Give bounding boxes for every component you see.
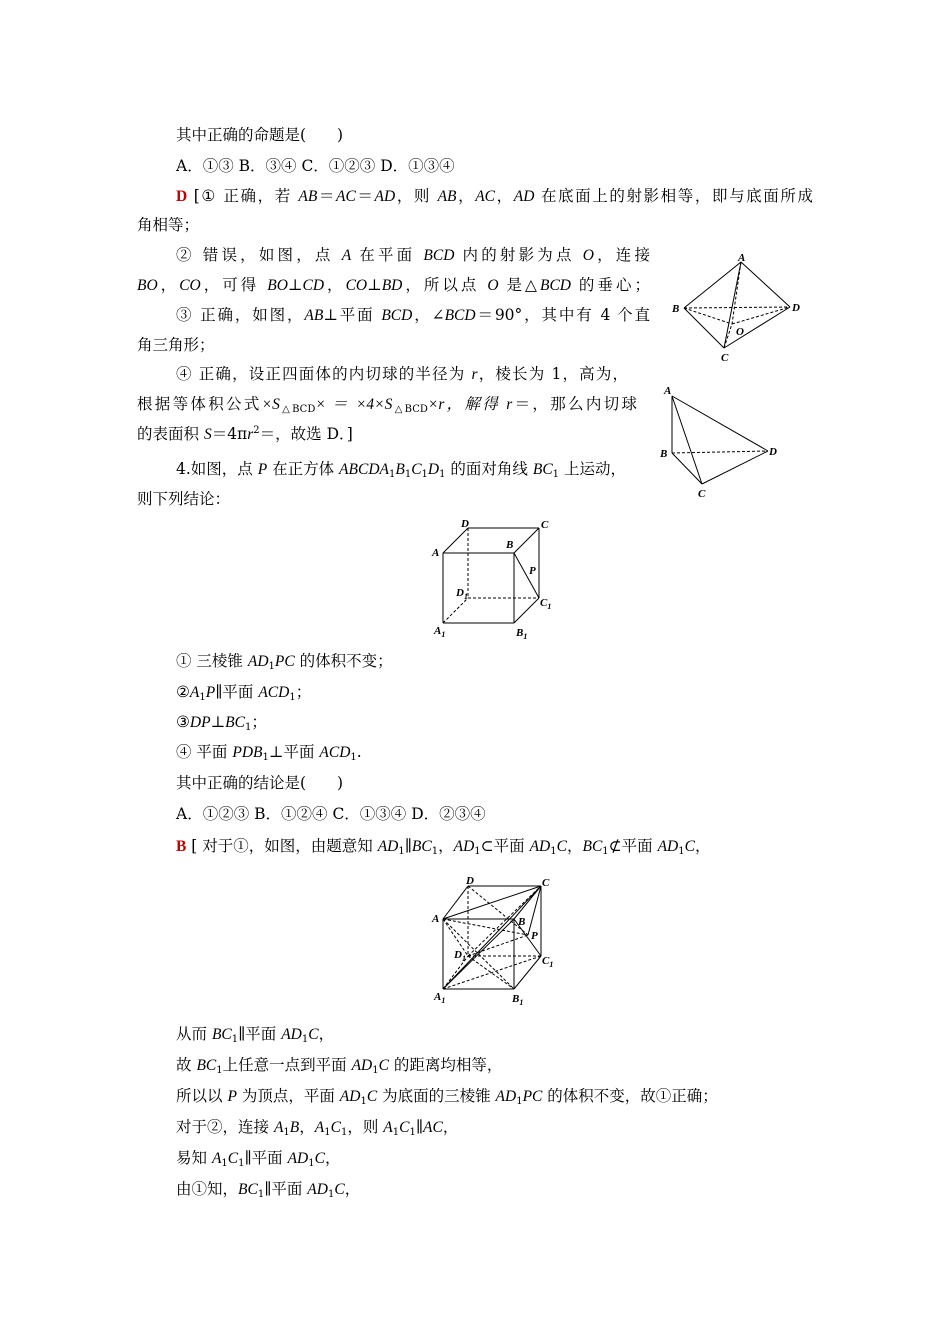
q4-conclusion-1: ① 三棱锥 $AD_1PC$ 的体积不变； bbox=[176, 652, 393, 672]
q4-solution-line-2: 故 $BC_1$上任意一点到平面 $AD_1C$ 的距离均相等， bbox=[176, 1056, 503, 1076]
label-c: C bbox=[541, 519, 549, 531]
label-c: C bbox=[542, 877, 550, 889]
label-a1: $A_1$ bbox=[434, 625, 446, 639]
cube-figure bbox=[428, 516, 558, 641]
edge-bc bbox=[514, 528, 539, 553]
q4-conclusion-3: $③DP\perp BC_1$； bbox=[176, 713, 267, 733]
edge-ab bbox=[684, 262, 741, 308]
label-c1: $C_1$ bbox=[540, 597, 552, 611]
q3-options: A．①③ B．③④ C．①②③ D．①③④ bbox=[176, 157, 455, 175]
q4-conclusion-2: $②A_1P\parallel$平面 $ACD_1$； bbox=[176, 683, 312, 703]
label-a: A bbox=[432, 547, 440, 559]
label-c: C bbox=[721, 352, 729, 364]
label-a1: $A_1$ bbox=[434, 991, 446, 1005]
edge-bc bbox=[684, 308, 724, 348]
label-d: D bbox=[466, 875, 474, 887]
diagonal-ac bbox=[443, 886, 541, 919]
edge-bd bbox=[684, 307, 790, 308]
diagonal-d1c bbox=[468, 886, 541, 956]
label-a: A bbox=[738, 252, 746, 264]
edge-b1c1 bbox=[514, 956, 541, 989]
label-a: A bbox=[432, 913, 440, 925]
edge-b1c1 bbox=[514, 598, 539, 623]
label-b: B bbox=[518, 916, 526, 928]
label-b1: $B_1$ bbox=[516, 627, 528, 641]
edge-ad bbox=[443, 528, 468, 553]
label-o: O bbox=[736, 326, 744, 338]
edge-cd bbox=[702, 451, 768, 484]
edge-od bbox=[732, 307, 790, 324]
label-p: P bbox=[531, 930, 538, 942]
label-d: D bbox=[792, 302, 800, 314]
q3-solution-1-end: 角相等； bbox=[137, 216, 200, 234]
label-d: D bbox=[461, 518, 469, 530]
edge-bd bbox=[672, 451, 768, 453]
label-a: A bbox=[664, 385, 672, 397]
right-tetrahedron-figure bbox=[658, 382, 783, 502]
q3-solution-3: ③ 正确，如图，AB⊥平面 BCD，∠BCD＝90°，其中有 4 个直 bbox=[176, 306, 650, 324]
q4-solution-line-5: 易知 $A_1C_1\parallel$平面 $AD_1C$， bbox=[176, 1149, 341, 1169]
label-b: B bbox=[506, 539, 514, 551]
label-c: C bbox=[698, 488, 706, 500]
q3-solution-4-line3: 的表面积 $S=4\pi r^2=$，故选 D．] bbox=[137, 424, 353, 443]
label-d: D bbox=[769, 446, 777, 458]
q3-solution-3-end: 角三角形； bbox=[137, 336, 215, 354]
q4-conclusion-4: ④ 平面 $PDB_1\perp$平面 $ACD_1$. bbox=[176, 743, 362, 763]
q3-solution-2: ② 错误，如图，点 A 在平面 BCD 内的射影为点 O，连接 bbox=[176, 246, 650, 264]
q3-solution-1: D [① 正确，若 AB＝AC＝AD，则 AB，AC，AD 在底面上的射影相等，即与底面所成 bbox=[176, 187, 813, 205]
label-d1: $D_1$ bbox=[454, 949, 466, 963]
q4-solution-line-1: 从而 $BC_1\parallel$平面 $AD_1C$， bbox=[176, 1025, 335, 1045]
cube-solution-figure bbox=[428, 872, 558, 1007]
q4-answer-letter: B bbox=[176, 838, 187, 855]
q3-solution-4: ④ 正确，设正四面体的内切球的半径为 r，棱长为 1，高为， bbox=[176, 365, 628, 383]
edge-ac bbox=[672, 396, 702, 484]
tetrahedron-figure bbox=[668, 250, 808, 365]
q3-answer-letter: D bbox=[176, 188, 188, 205]
label-c1: $C_1$ bbox=[542, 955, 554, 969]
q4-solution-line-6: 由①知，$BC_1\parallel$平面 $AD_1C$， bbox=[176, 1180, 361, 1200]
edge-bo bbox=[684, 308, 732, 324]
label-p: P bbox=[529, 565, 536, 577]
label-b: B bbox=[672, 303, 680, 315]
edge-bc bbox=[672, 453, 702, 484]
edge-a1d1 bbox=[443, 598, 468, 623]
q4-question-prompt: 其中正确的结论是( ) bbox=[176, 774, 344, 792]
q4-stem-line2: 则下列结论： bbox=[137, 490, 231, 508]
label-b: B bbox=[660, 448, 668, 460]
q3-solution-2-line2: BO，CO，可得 BO⊥CD，CO⊥BD，所以点 O 是△BCD 的垂心； bbox=[137, 276, 650, 294]
q3-question-prompt: 其中正确的命题是( ) bbox=[176, 126, 344, 144]
q4-solution-line-3: 所以以 P 为顶点，平面 $AD_1C$ 为底面的三棱锥 $AD_1PC$ 的体积不变，故①正确； bbox=[176, 1087, 718, 1107]
label-d1: $D_1$ bbox=[456, 587, 468, 601]
q4-solution-1: B [ 对于①，如图，由题意知 $AD_1\parallel BC_1$，$AD_1\subset$平面 $AD_1C$，$BC_1⊄$平面 $AD_1C$， bbox=[176, 837, 711, 857]
label-b1: $B_1$ bbox=[512, 993, 524, 1007]
q4-solution-line-4: 对于②，连接 $A_1B$，$A_1C_1$，则 $A_1C_1\parallel AC$， bbox=[176, 1118, 459, 1138]
edge-ad bbox=[672, 396, 768, 451]
q3-solution-4-line2: 根据等体积公式$\times S_{\triangle BCD}\times = \times 4\times S_{\triangle BCD}\times r$，解得 r＝，那么内切球 bbox=[137, 395, 637, 415]
edge-ad bbox=[443, 886, 468, 919]
q4-options: A．①②③ B．①②④ C．①③④ D．②③④ bbox=[176, 805, 486, 823]
q4-stem: 4.如图，点 P 在正方体 $ABCDA_1B_1C_1D_1$ 的面对角线 $BC_1$ 上运动， bbox=[176, 460, 626, 480]
edge-ad bbox=[741, 262, 790, 307]
